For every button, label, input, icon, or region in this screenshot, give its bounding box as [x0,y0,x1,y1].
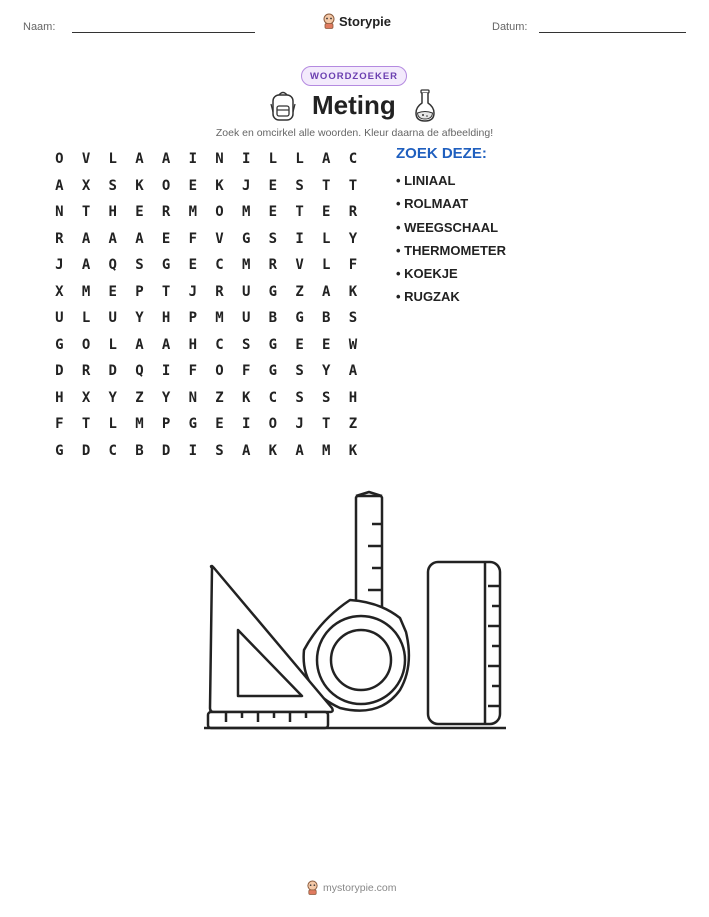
grid-cell: O [268,416,278,433]
grid-cell: D [108,363,117,380]
grid-cell: M [188,204,197,221]
storypie-mascot-icon [322,13,336,29]
measuring-tools-illustration [200,490,510,735]
grid-cell: L [108,336,117,353]
grid-cell: S [322,389,331,406]
grid-cell: N [215,151,224,168]
grid-cell: A [135,336,144,353]
grid-cell: G [188,416,197,433]
grid-cell: T [295,204,304,221]
grid-cell: I [241,151,251,168]
grid-cell: K [215,177,224,194]
grid-cell: I [241,416,251,433]
storypie-mascot-icon [306,880,319,895]
grid-cell: Z [215,389,224,406]
grid-cell: B [135,442,144,459]
footer-url: mystorypie.com [323,881,397,894]
grid-cell: U [108,310,117,327]
grid-cell: E [135,204,144,221]
word-item: • RUGZAK [396,289,460,305]
grid-cell: J [188,283,197,300]
grid-cell: F [348,257,358,274]
grid-cell: Z [135,389,144,406]
grid-cell: A [135,230,144,247]
grid-cell: J [295,416,304,433]
grid-cell: C [348,151,358,168]
grid-cell: M [215,310,224,327]
grid-cell: A [81,257,91,274]
grid-cell: S [295,177,304,194]
grid-cell: P [188,310,197,327]
grid-cell: O [161,177,171,194]
grid-cell: X [55,283,64,300]
flask-icon [414,89,436,123]
grid-cell: G [161,257,171,274]
grid-cell: S [241,336,251,353]
grid-cell: K [241,389,251,406]
grid-cell: L [108,416,117,433]
word-search-grid [46,146,366,464]
grid-cell: D [161,442,171,459]
grid-cell: H [348,389,358,406]
grid-cell: G [55,336,64,353]
grid-cell: Z [348,416,358,433]
grid-cell: F [188,230,197,247]
grid-cell: R [161,204,171,221]
grid-cell: E [215,416,224,433]
grid-cell: Z [295,283,304,300]
grid-cell: A [161,336,171,353]
grid-cell: E [268,204,278,221]
instructions: Zoek en omcirkel alle woorden. Kleur daarna de afbeelding! [215,127,494,139]
grid-cell: Y [161,389,171,406]
grid-cell: R [215,283,224,300]
grid-cell: S [215,442,224,459]
grid-cell: K [348,442,358,459]
grid-cell: S [348,310,358,327]
grid-cell: G [55,442,64,459]
grid-cell: F [55,416,64,433]
footer [306,880,397,895]
word-item: • KOEKJE [396,266,458,282]
grid-cell: A [55,177,64,194]
grid-cell: N [188,389,197,406]
grid-cell: D [81,442,91,459]
grid-cell: H [188,336,197,353]
grid-cell: D [55,363,64,380]
grid-cell: S [108,177,117,194]
grid-cell: G [268,363,278,380]
grid-cell: T [348,177,358,194]
grid-cell: T [81,204,91,221]
grid-cell: R [81,363,91,380]
grid-cell: L [322,257,331,274]
grid-cell: A [241,442,251,459]
grid-cell: J [241,177,251,194]
grid-cell: U [241,310,251,327]
grid-cell: H [161,310,171,327]
grid-cell: O [81,336,91,353]
grid-cell: X [81,389,91,406]
wordlist-title: ZOEK DEZE: [396,145,487,162]
grid-cell: E [161,230,171,247]
grid-cell: A [322,151,331,168]
grid-cell: V [295,257,304,274]
date-line [539,32,686,33]
grid-cell: X [81,177,91,194]
grid-cell: E [108,283,117,300]
grid-cell: J [55,257,64,274]
grid-cell: W [348,336,358,353]
grid-cell: T [322,177,331,194]
grid-cell: T [81,416,91,433]
grid-cell: E [295,336,304,353]
grid-cell: Q [108,257,117,274]
grid-cell: G [241,230,251,247]
name-line [72,32,255,33]
grid-cell: P [135,283,144,300]
grid-cell: G [268,336,278,353]
name-label: Naam: [23,21,56,33]
grid-cell: O [215,363,224,380]
grid-cell: L [108,151,117,168]
grid-cell: A [295,442,304,459]
grid-cell: G [295,310,304,327]
grid-cell: M [322,442,331,459]
grid-cell: V [81,151,91,168]
grid-cell: E [188,177,197,194]
word-item: • LINIAAL [396,173,456,188]
grid-cell: M [241,257,251,274]
grid-cell: M [81,283,91,300]
date-label: Datum: [492,21,528,33]
word-item: • WEEGSCHAAL [396,219,499,235]
grid-cell: K [135,177,144,194]
grid-cell: E [188,257,197,274]
grid-cell: S [268,230,278,247]
grid-cell: H [108,204,117,221]
brand-name: Storypie [339,13,392,29]
grid-cell: F [241,363,251,380]
grid-cell: B [322,310,331,327]
grid-cell: I [295,230,304,247]
grid-cell: L [268,151,278,168]
page-title: Meting [312,90,396,120]
grid-cell: A [81,230,91,247]
grid-cell: A [161,151,171,168]
grid-cell: R [348,204,358,221]
grid-cell: L [81,310,91,327]
grid-cell: I [161,363,171,380]
grid-cell: L [322,230,331,247]
puzzle-type-badge: WOORDZOEKER [301,66,407,86]
grid-cell: K [268,442,278,459]
grid-cell: Y [348,230,358,247]
grid-cell: A [348,363,358,380]
grid-cell: G [268,283,278,300]
grid-cell: C [268,389,278,406]
grid-cell: Q [135,363,144,380]
grid-cell: M [135,416,144,433]
grid-cell: I [188,442,197,459]
grid-cell: U [55,310,64,327]
grid-cell: L [295,151,304,168]
grid-cell: Y [108,389,117,406]
grid-cell: P [161,416,171,433]
grid-cell: M [241,204,251,221]
grid-cell: C [215,336,224,353]
word-item: • ROLMAAT [396,196,469,212]
grid-cell: Y [322,363,331,380]
grid-cell: O [215,204,224,221]
grid-cell: E [322,336,331,353]
grid-cell: R [268,257,278,274]
grid-cell: K [348,283,358,300]
grid-cell: Y [135,310,144,327]
grid-cell: R [55,230,64,247]
grid-cell: T [161,283,171,300]
grid-cell: F [188,363,197,380]
brand-logo [322,13,391,29]
grid-cell: E [268,177,278,194]
grid-cell: C [108,442,117,459]
grid-cell: S [135,257,144,274]
grid-cell: S [295,363,304,380]
grid-cell: A [322,283,331,300]
backpack-icon [270,90,296,122]
grid-cell: I [188,151,197,168]
grid-cell: V [215,230,224,247]
grid-cell: U [241,283,251,300]
grid-cell: B [268,310,278,327]
grid-cell: E [322,204,331,221]
wordlist [396,172,506,312]
grid-cell: H [55,389,64,406]
grid-cell: C [215,257,224,274]
grid-cell: T [322,416,331,433]
grid-cell: O [55,151,64,168]
grid-cell: A [135,151,144,168]
grid-cell: N [55,204,64,221]
grid-cell: S [295,389,304,406]
grid-cell: A [108,230,117,247]
word-item: • THERMOMETER [396,242,506,258]
